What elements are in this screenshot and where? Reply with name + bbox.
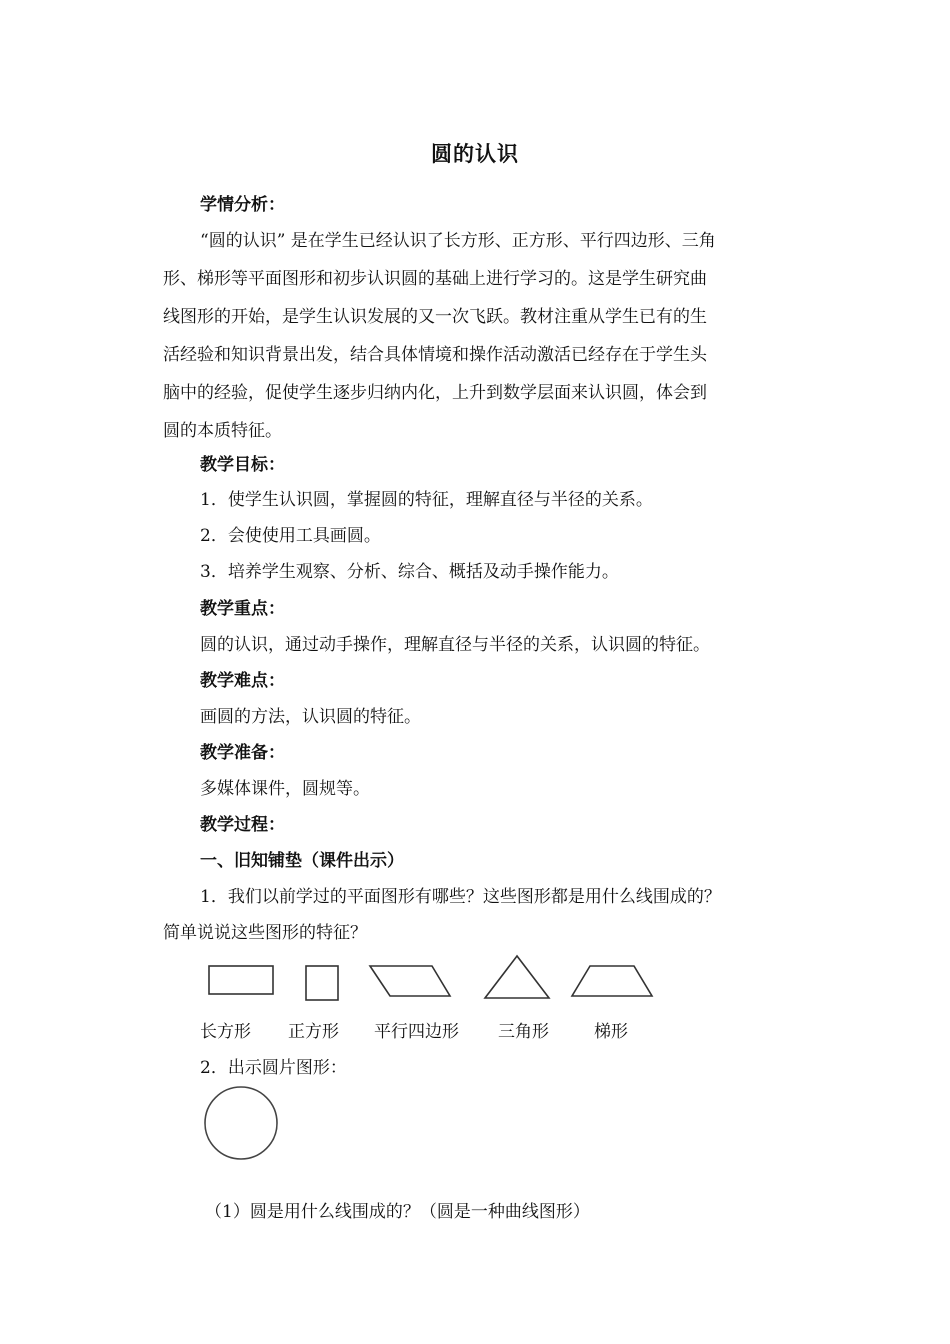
rectangle-shape [209,966,273,994]
question-line: 简单说说这些图形的特征？ [163,923,367,943]
circle-shape [205,1087,277,1159]
analysis-line: 线图形的开始，是学生认识发展的又一次飞跃。教材注重从学生已有的生 [163,307,707,327]
shape-label: 平行四边形 [374,1022,459,1042]
goal-item: 3．培养学生观察、分析、综合、概括及动手操作能力。 [200,562,619,582]
analysis-line: 圆的本质特征。 [163,421,282,441]
analysis-line: “圆的认识” 是在学生已经认识了长方形、正方形、平行四边形、三角 [200,231,716,251]
difficulty-text: 画圆的方法，认识圆的特征。 [200,707,421,727]
parallelogram-shape [370,966,450,996]
question-line: 2．出示圆片图形： [200,1058,347,1078]
preparation-text: 多媒体课件，圆规等。 [200,779,370,799]
process-heading: 教学过程： [200,815,285,835]
plane-shapes-figure [0,950,950,1010]
analysis-line: 形、梯形等平面图形和初步认识圆的基础上进行学习的。这是学生研究曲 [163,269,707,289]
goals-heading: 教学目标： [200,455,285,475]
shape-label: 长方形 [200,1022,251,1042]
circle-figure [200,1084,282,1164]
shape-label: 三角形 [498,1022,549,1042]
goal-item: 1．使学生认识圆，掌握圆的特征，理解直径与半径的关系。 [200,490,653,510]
analysis-line: 活经验和知识背景出发，结合具体情境和操作活动激活已经存在于学生头 [163,345,707,365]
difficulty-heading: 教学难点： [200,671,285,691]
question-line: 1．我们以前学过的平面图形有哪些？这些图形都是用什么线围成的？ [200,887,721,907]
analysis-paragraph [163,222,789,450]
preparation-heading: 教学准备： [200,743,285,763]
shape-label: 正方形 [288,1022,339,1042]
key-point-text: 圆的认识，通过动手操作，理解直径与半径的关系，认识圆的特征。 [200,635,710,655]
sub-question-line: （1）圆是用什么线围成的？（圆是一种曲线图形） [205,1202,590,1222]
key-point-heading: 教学重点： [200,599,285,619]
shape-label: 梯形 [594,1022,628,1042]
trapezoid-shape [572,966,652,996]
square-shape [306,966,338,1000]
analysis-heading: 学情分析： [200,195,285,215]
section-heading: 一、旧知铺垫（课件出示） [200,851,404,871]
analysis-line: 脑中的经验，促使学生逐步归纳内化，上升到数学层面来认识圆，体会到 [163,383,707,403]
document-title: 圆的认识 [431,142,519,166]
goal-item: 2．会使使用工具画圆。 [200,526,381,546]
triangle-shape [485,956,549,998]
